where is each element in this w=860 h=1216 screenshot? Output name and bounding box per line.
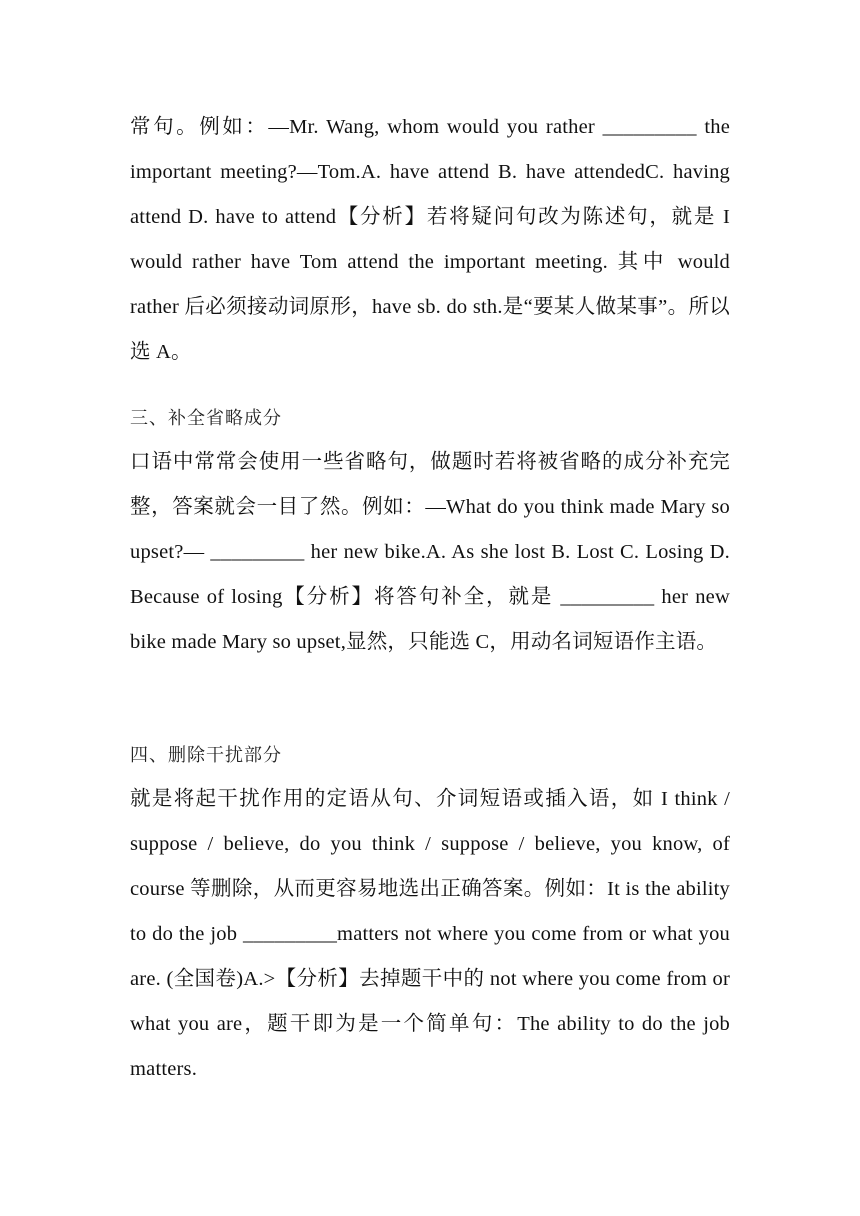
paragraph-ellipsis-example: 口语中常常会使用一些省略句，做题时若将被省略的成分补充完整，答案就会一目了然。例如：—What do you think made Mary so upset?— _________ her new bike.A. As she lost B. Lost C. Losing D. Because of losing【分析】将答句补全，就是 _________ her new bike made Mary so upset,显然，只能选 C，用动名词短语作主语。 — [130, 451, 730, 653]
paragraph-remove-interference-example: 就是将起干扰作用的定语从句、介词短语或插入语，如 I think / suppose / believe, do you think / suppose / believe, you know, of course 等删除，从而更容易地选出正确答案。例如：It is the ability to do the job _________matters not where you come from or what you are. (全国卷)A.>【分析】去掉题干中的 not where you come from or what you are，题干即为是一个简单句：The ability to do the job matters. — [130, 788, 730, 1080]
section-title-remove-interference: 四、删除干扰部分 — [130, 745, 282, 765]
paragraph-example-would-rather: 常句。例如：—Mr. Wang, whom would you rather _________ the important meeting?—Tom.A. have attend B. have attendedC. having attend D. have to attend【分析】若将疑问句改为陈述句，就是 I would rather have Tom attend the important meeting. 其中 would rather 后必须接动词原形，have sb. do sth.是“要某人做某事”。所以选 A。 — [130, 116, 730, 363]
section-title-complete-omission: 三、补全省略成分 — [130, 408, 282, 428]
